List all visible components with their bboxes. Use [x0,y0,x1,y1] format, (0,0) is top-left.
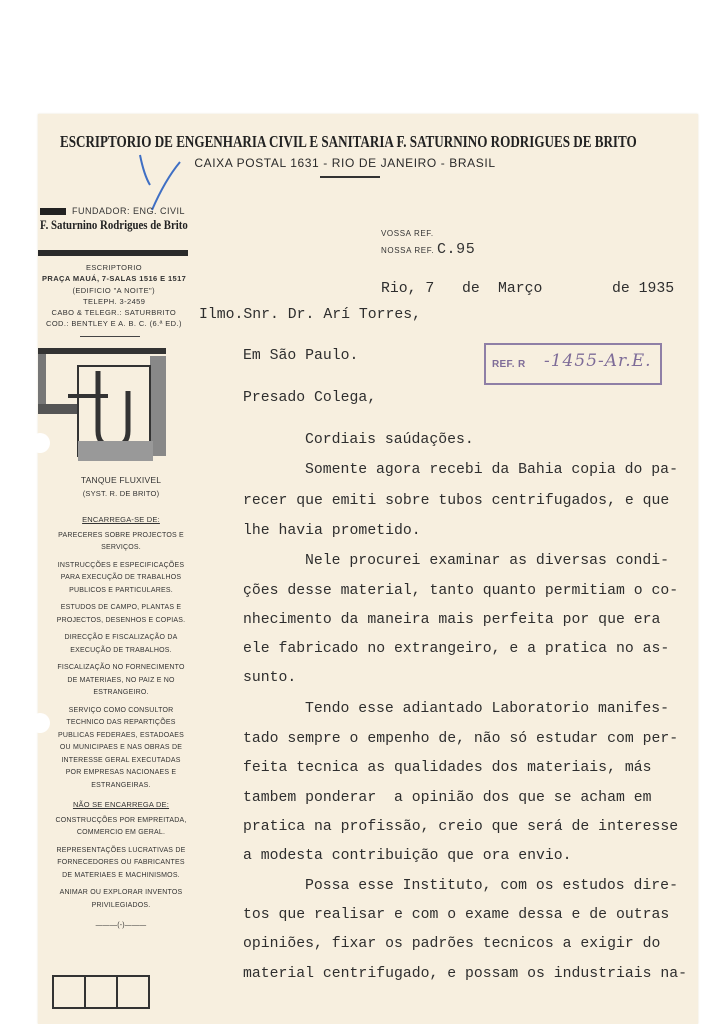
letter-line: ções desse material, tanto quanto permitiam o co- [243,583,679,599]
letter-line: recer que emiti sobre tubos centrifugados, e que [243,493,670,509]
founder-label: FUNDADOR: ENG. CIVIL [40,206,185,216]
letter-line: tambem ponderar a opinião dos que se acham em [243,790,652,806]
stamp-handwritten: -1455-Ar.E. [544,351,652,371]
letter-line: material centrifugado, e possam os industriais na- [243,966,687,982]
letter-line: pratica na profissão, creio que será de interesse [243,819,679,835]
founder-name: F. Saturnino Rodrigues de Brito [40,218,188,232]
letter-line: Nele procurei examinar as diversas condi- [305,553,670,569]
letter-line: lhe havia prometido. [243,523,421,539]
date-city: Rio, 7 [381,281,435,297]
letter-line: Cordiais saúdações. [305,432,474,448]
letter-line: ele fabricado no extrangeiro, e a pratica no as- [243,641,670,657]
punch-hole [30,433,50,453]
filing-boxes [52,975,150,1009]
nossa-ref: NOSSA REF. C.95 [381,241,476,258]
date-month: Março [498,281,543,297]
letter-line: opiniões, fixar os padrões tecnicos a exigir do [243,936,661,952]
letterhead-subtitle: CAIXA POSTAL 1631 - RIO DE JANEIRO - BRASIL [194,156,496,170]
location: Em São Paulo. [243,348,359,364]
letter-line: sunto. [243,670,297,686]
addressee: Ilmo.Snr. Dr. Arí Torres, [199,307,421,323]
letter-line: nhecimento da maneira mais perfeita por que era [243,612,661,628]
illustration-caption: TANQUE FLUXIVEL (SYST. R. DE BRITO) [80,475,162,498]
letter-line: Tendo esse adiantado Laboratorio manifes- [305,701,670,717]
stamp-printed: REF. R [492,359,526,370]
date-year: de 1935 [612,281,675,297]
divider [38,250,188,256]
divider [80,336,140,337]
letter-line: tos que realisar e com o exame dessa e de outras [243,907,670,923]
reference-stamp [484,343,662,385]
letter-line: Possa esse Instituto, com os estudos dire- [305,878,678,894]
date-de: de [462,281,480,297]
letter-line: feita tecnica as qualidades dos materiais, más [243,760,652,776]
tank-illustration [38,346,168,466]
letterhead-title: ESCRIPTORIO DE ENGENHARIA CIVIL E SANITARIA F. SATURNINO RODRIGUES DE BRITO [60,132,637,151]
letter-line: Somente agora recebi da Bahia copia do pa- [305,462,678,478]
salutation: Presado Colega, [243,390,377,406]
letter-line: tado sempre o empenho de, não só estudar com per- [243,731,679,747]
letter-line: a modesta contribuição que ora envio. [243,848,572,864]
vossa-ref-label: VOSSA REF. [381,229,434,238]
divider [320,176,380,178]
punch-hole [30,713,50,733]
nossa-ref-value: C.95 [436,241,476,258]
office-address: ESCRIPTORIO PRAÇA MAUÁ, 7-SALAS 1516 E 1517 (EDIFICIO "A NOITE") TELEPH. 3-2459 CABO & TELEGR.: SATURBRITO COD.: BENTLEY E A. B. C. (6.ª ED.) [42,263,187,329]
services-list: ENCARREGA-SE DE: PARECERES SOBRE PROJECTOS E SERVIÇOS. INSTRUCÇÕES E ESPECIFICAÇÕES PARA EXECUÇÃO DE TRABALHOS PUBLICOS E PARTICULARES. ESTUDOS DE CAMPO, PLANTAS E PROJECTOS, DESENHOS E COPIAS. DIRECÇÃO E FISCALIZAÇÃO DA EXECUÇÃO DE TRABALHOS. FISCALIZAÇÃO NO FORNECIMENTO DE MATERIAES, NO PAIZ E NO ESTRANGEIRO. SERVIÇO COMO CONSULTOR TECHNICO DAS REPARTIÇÕES PUBLICAS FEDERAES, ESTADOAES OU MUNICIPAES E NAS OBRAS DE INTERESSE GERAL EXECUTADAS POR EMPRESAS NACIONAES E ESTRANGEIRAS. NÃO SE ENCARREGA DE: CONSTRUCÇÕES POR EMPREITADA, COMMERCIO EM GERAL. REPRESENTAÇÕES LUCRATIVAS DE FORNECEDORES OU FABRICANTES DE MATERIAES E MACHINISMOS. ANIMAR OU EXPLORAR INVENTOS PRIVILEGIADOS. ———(-)——— [55,515,187,929]
